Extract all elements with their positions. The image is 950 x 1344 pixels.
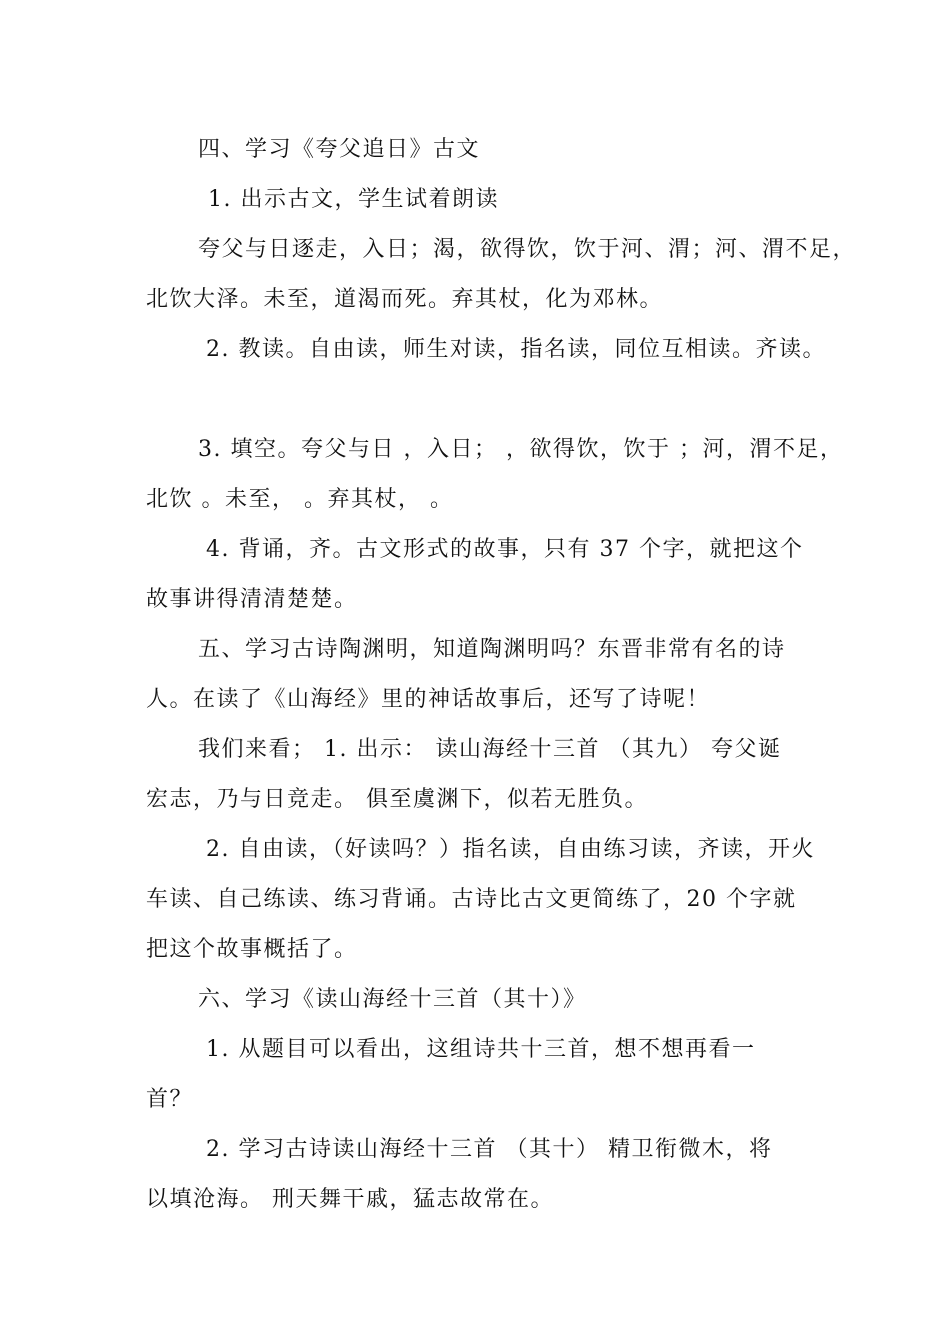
paragraph-line: 4. 背诵，齐。古文形式的故事，只有 37 个字，就把这个 [206,537,804,562]
section-heading-5: 五、学习古诗陶渊明，知道陶渊明吗？东晋非常有名的诗 [198,637,786,662]
paragraph-line: 2. 自由读，（好读吗？）指名读，自由练习读，齐读，开火 [206,837,815,862]
paragraph-line: 车读、自己练读、练习背诵。古诗比古文更简练了，20 个字就 [146,887,797,912]
paragraph-line: 3. 填空。夸父与日 ，入日； ，欲得饮，饮于 ；河，渭不足， [198,437,844,462]
paragraph-line: 1. 出示古文，学生试着朗读 [208,187,499,212]
paragraph-line: 宏志，乃与日竞走。 俱至虞渊下，似若无胜负。 [146,787,648,812]
paragraph-line: 2. 学习古诗读山海经十三首 （其十） 精卫衔微木，将 [206,1137,773,1162]
paragraph-line: 首？ [146,1087,194,1112]
paragraph-line: 北饮 。未至， 。弃其杖， 。 [146,487,454,512]
paragraph-line: 故事讲得清清楚楚。 [146,587,358,612]
paragraph-line: 2. 教读。自由读，师生对读，指名读，同位互相读。齐读。 [206,337,826,362]
paragraph-line: 把这个故事概括了。 [146,937,358,962]
section-heading-6: 六、学习《读山海经十三首（其十）》 [198,987,587,1012]
paragraph-line: 夸父与日逐走，入日；渴，欲得饮，饮于河、渭；河、渭不足， [198,237,857,262]
paragraph-line: 以填沧海。 刑天舞干戚，猛志故常在。 [146,1187,554,1212]
paragraph-line: 1. 从题目可以看出，这组诗共十三首，想不想再看一 [206,1037,756,1062]
paragraph-line: 人。在读了《山海经》里的神话故事后，还写了诗呢！ [146,687,711,712]
paragraph-line: 我们来看； 1. 出示： 读山海经十三首 （其九） 夸父诞 [198,737,782,762]
section-heading-4: 四、学习《夸父追日》古文 [198,137,481,162]
paragraph-line: 北饮大泽。未至，道渴而死。弃其杖，化为邓林。 [146,287,664,312]
